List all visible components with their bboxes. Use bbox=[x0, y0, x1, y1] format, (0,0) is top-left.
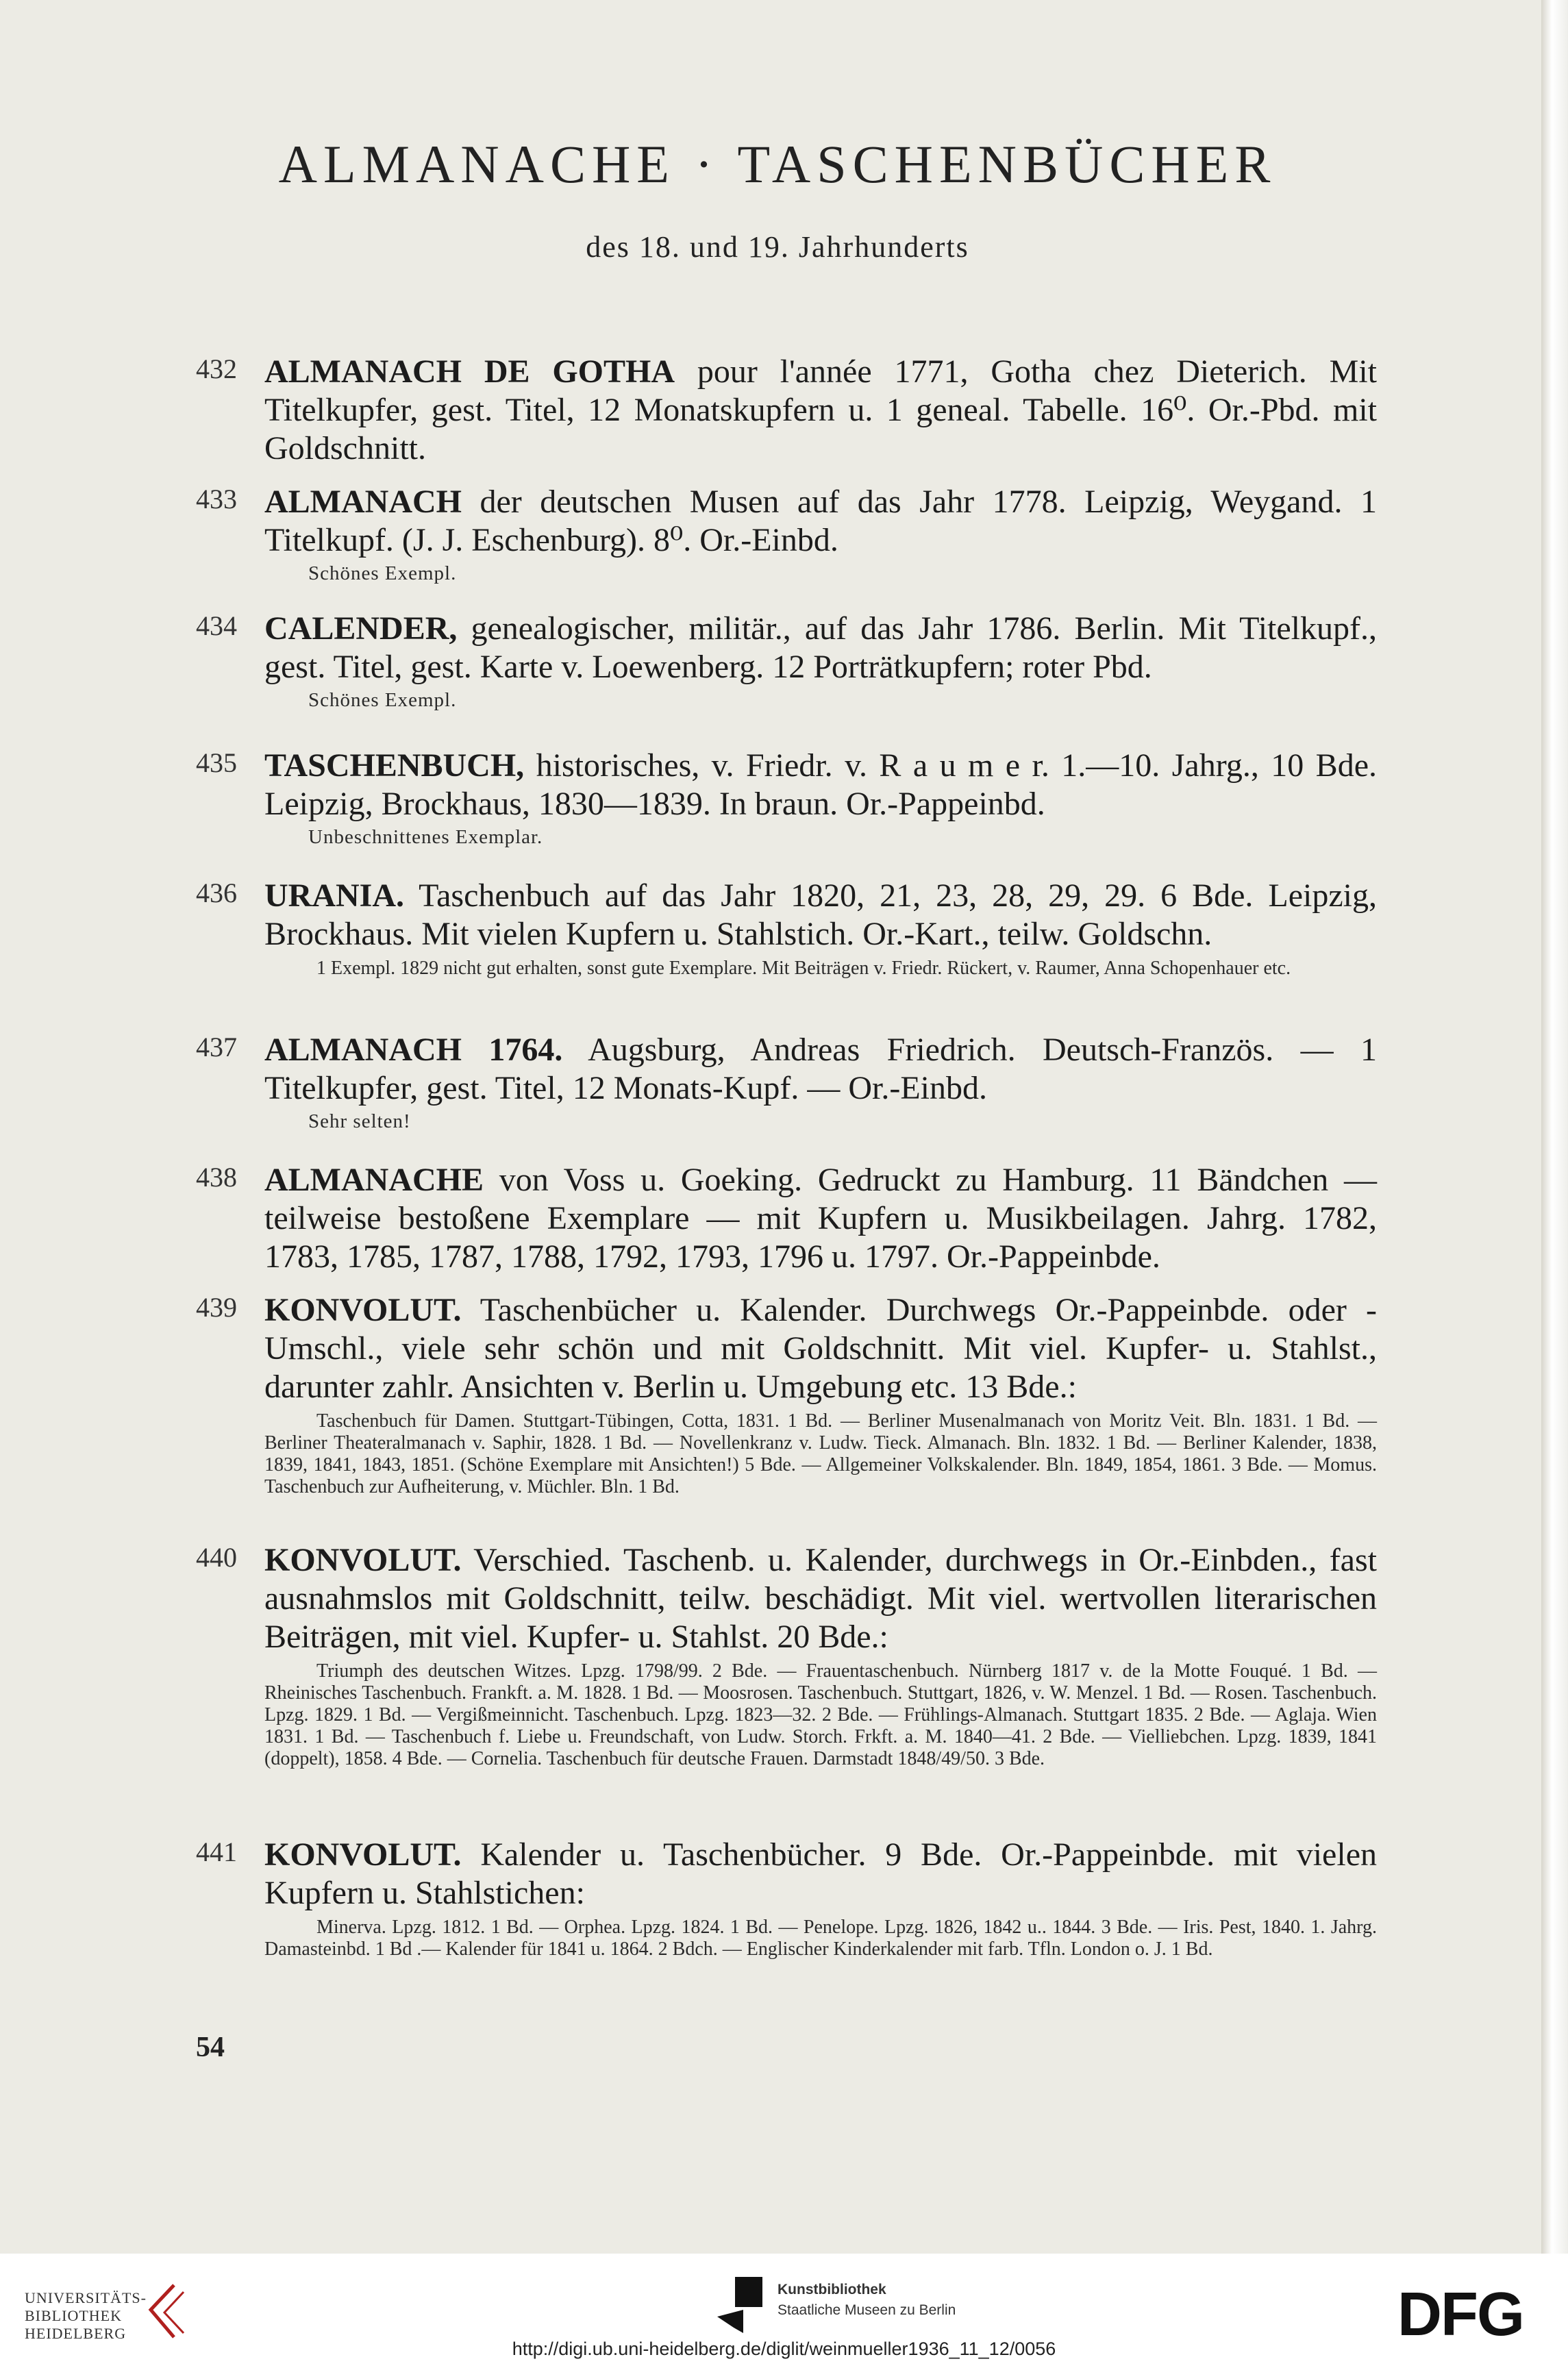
entry-head: ALMANACH DE GOTHA bbox=[264, 353, 675, 390]
entry-body: genealogischer, militär., auf das Jahr 1786. Berlin. Mit Titelkupf., gest. Titel, gest. Karte v. Loewenberg. 12 Porträtkupfern; roter Pbd. bbox=[264, 610, 1377, 685]
entry-note: Minerva. Lpzg. 1812. 1 Bd. — Orphea. Lpzg. 1824. 1 Bd. — Penelope. Lpzg. 1826, 1842 u.. 1844. 3 Bde. — Iris. Pest, 1840. 1. Jahrg. Damasteinbd. 1 Bd .— Kalender für 1841 u. 1864. 2 Bdch. — Englischer Kinderkalender mit farb. Tfln. London o. J. 1 Bd. bbox=[264, 1917, 1377, 1960]
entry-number: 434 bbox=[196, 610, 237, 641]
entry-text bbox=[264, 610, 1377, 711]
entry-text bbox=[264, 483, 1377, 584]
page-title: ALMANACHE · TASCHENBÜCHER bbox=[278, 134, 1277, 194]
kb-title: Kunstbibliothek bbox=[777, 2282, 886, 2297]
entry-head: KONVOLUT. bbox=[264, 1542, 462, 1578]
entry-note: 1 Exempl. 1829 nicht gut erhalten, sonst gute Exemplare. Mit Beiträgen v. Friedr. Rückert, v. Raumer, Anna Schopenhauer etc. bbox=[316, 958, 1291, 979]
entry-head: ALMANACH bbox=[264, 484, 462, 520]
entry-note: Sehr selten! bbox=[308, 1110, 411, 1132]
entry-head: KONVOLUT. bbox=[264, 1292, 462, 1328]
dfg-logo[interactable]: DFG bbox=[1397, 2280, 1523, 2349]
entry-body: Kalender u. Taschenbücher. 9 Bde. Or.-Pappeinbde. mit vielen Kupfern u. Stahlstichen: bbox=[264, 1836, 1377, 1911]
entry-number: 439 bbox=[196, 1292, 237, 1323]
entry-note: Schönes Exempl. bbox=[308, 689, 457, 711]
page-number: 54 bbox=[196, 2032, 225, 2063]
ub-logo-line: BIBLIOTHEK bbox=[25, 2307, 122, 2324]
entry-head: KONVOLUT. bbox=[264, 1836, 462, 1873]
entry-note: Schönes Exempl. bbox=[308, 562, 457, 584]
entry-body: Taschenbücher u. Kalender. Durchwegs Or.-Pappeinbde. oder -Umschl., viele sehr schön und mit Goldschnitt. Mit viel. Kupfer- u. Stahlst., darunter zahlr. Ansichten v. Berlin u. Umgebung etc. 13 Bde.: bbox=[264, 1292, 1377, 1405]
permalink-url[interactable]: http://digi.ub.uni-heidelberg.de/diglit/weinmueller1936_11_12/0056 bbox=[512, 2339, 1056, 2359]
entry-text bbox=[264, 1291, 1377, 1498]
viewer-footer bbox=[0, 2254, 1568, 2368]
entry-note: Triumph des deutschen Witzes. Lpzg. 1798/99. 2 Bde. — Frauentaschenbuch. Nürnberg 1817 v. de la Motte Fouqué. 1 Bd. — Rheinisches Taschenbuch. Frankft. a. M. 1828. 1 Bd. — Moosrosen. Taschenbuch. Stuttgart, 1826, v. W. Menzel. 1 Bd. — Rosen. Taschenbuch. Lpzg. 1829. 1 Bd. — Vergißmeinnicht. Taschenbuch. Lpzg. 1823—32. 2 Bde. — Frühlings-Almanach. Stuttgart 1835. 2 Bde. — Aglaja. Wien 1831. 1 Bd. — Taschenbuch f. Liebe u. Freundschaft, von Ludw. Storch. Frkft. a. M. 1840—41. 2 Bde. — Vielliebchen. Lpzg. 1839, 1841 (doppelt), 1858. 4 Bde. — Cornelia. Taschenbuch für deutsche Frauen. Darmstadt 1848/49/50. 3 Bde. bbox=[264, 1660, 1377, 1769]
entry-number: 441 bbox=[196, 1836, 237, 1867]
page-edge bbox=[1541, 0, 1568, 2254]
entry-head: URANIA. bbox=[264, 877, 404, 914]
entry-head: ALMANACHE bbox=[264, 1162, 484, 1198]
entry-text bbox=[264, 1541, 1377, 1770]
entry-number: 435 bbox=[196, 747, 237, 778]
ub-heidelberg-logo[interactable] bbox=[25, 2289, 147, 2343]
entry-text bbox=[264, 877, 1377, 980]
entry-body: Taschenbuch auf das Jahr 1820, 21, 23, 28, 29, 29. 6 Bde. Leipzig, Brockhaus. Mit vielen Kupfern u. Stahlstich. Or.-Kart., teilw. Goldschn. bbox=[264, 877, 1377, 952]
entry-number: 437 bbox=[196, 1032, 237, 1062]
entry-number: 438 bbox=[196, 1162, 237, 1193]
page-subtitle: des 18. und 19. Jahrhunderts bbox=[586, 230, 969, 264]
entry-body: von Voss u. Goeking. Gedruckt zu Hamburg. 11 Bändchen — teilweise bestoßene Exemplare — mit Kupfern u. Musikbeilagen. Jahrg. 1782, 1783, 1785, 1787, 1788, 1792, 1793, 1796 u. 1797. Or.-Pappeinbde. bbox=[264, 1162, 1377, 1275]
entry-number: 436 bbox=[196, 877, 237, 908]
entry-note: Unbeschnittenes Exemplar. bbox=[308, 826, 543, 848]
entry-text bbox=[264, 747, 1377, 848]
kunstbibliothek-label bbox=[777, 2280, 956, 2321]
entry-body: pour l'année 1771, Gotha chez Dieterich. Mit Titelkupfer, gest. Titel, 12 Monatskupfern u. 1 geneal. Tabelle. 16⁰. Or.-Pbd. mit Goldschnitt. bbox=[264, 353, 1378, 466]
ub-logo-line: UNIVERSITÄTS- bbox=[25, 2289, 147, 2306]
entry-head: TASCHENBUCH, bbox=[264, 747, 525, 784]
entry-body: Verschied. Taschenb. u. Kalender, durchwegs in Or.-Einbden., fast ausnahmslos mit Goldschnitt, teilw. beschädigt. Mit viel. wertvollen literarischen Beiträgen, mit viel. Kupfer- u. Stahlst. 20 Bde.: bbox=[264, 1542, 1377, 1655]
entry-head: CALENDER, bbox=[264, 610, 458, 647]
kunstbibliothek-logo-icon[interactable] bbox=[716, 2274, 764, 2336]
entry-head: ALMANACH 1764. bbox=[264, 1032, 563, 1068]
entry-body: Augsburg, Andreas Friedrich. Deutsch-Französ. — 1 Titelkupfer, gest. Titel, 12 Monats-Kupf. — Or.-Einbd. bbox=[264, 1032, 1377, 1106]
entry-body: der deutschen Musen auf das Jahr 1778. Leipzig, Weygand. 1 Titelkupf. (J. J. Eschenburg). 8⁰. Or.-Einbd. bbox=[264, 484, 1377, 558]
entry-text bbox=[264, 1031, 1377, 1132]
ub-heidelberg-mark-icon bbox=[141, 2282, 189, 2341]
entry-text bbox=[264, 1836, 1377, 1960]
entry-note: Taschenbuch für Damen. Stuttgart-Tübingen, Cotta, 1831. 1 Bd. — Berliner Musenalmanach von Moritz Veit. Bln. 1831. 1 Bd. — Berliner Theateralmanach v. Saphir, 1828. 1 Bd. — Novellenkranz v. Ludw. Tieck. Almanach. Bln. 1832. 1 Bd. — Berliner Kalender, 1838, 1839, 1841, 1843, 1851. (Schöne Exemplare mit Ansichten!) 5 Bde. — Allgemeiner Volkskalender. Bln. 1849, 1854, 1861. 3 Bde. — Momus. Taschenbuch zur Aufheiterung, v. Müchler. Bln. 1 Bd. bbox=[264, 1410, 1377, 1497]
entry-text bbox=[264, 353, 1377, 468]
ub-logo-line: HEIDELBERG bbox=[25, 2325, 127, 2342]
entry-number: 440 bbox=[196, 1542, 237, 1573]
entry-number: 432 bbox=[196, 353, 237, 384]
entry-number: 433 bbox=[196, 484, 237, 514]
entry-body: historisches, v. Friedr. v. R a u m e r. 1.—10. Jahrg., 10 Bde. Leipzig, Brockhaus, 1830—1839. In braun. Or.-Pappeinbd. bbox=[264, 747, 1377, 822]
kb-subtitle: Staatliche Museen zu Berlin bbox=[777, 2302, 956, 2318]
entry-text bbox=[264, 1161, 1377, 1276]
